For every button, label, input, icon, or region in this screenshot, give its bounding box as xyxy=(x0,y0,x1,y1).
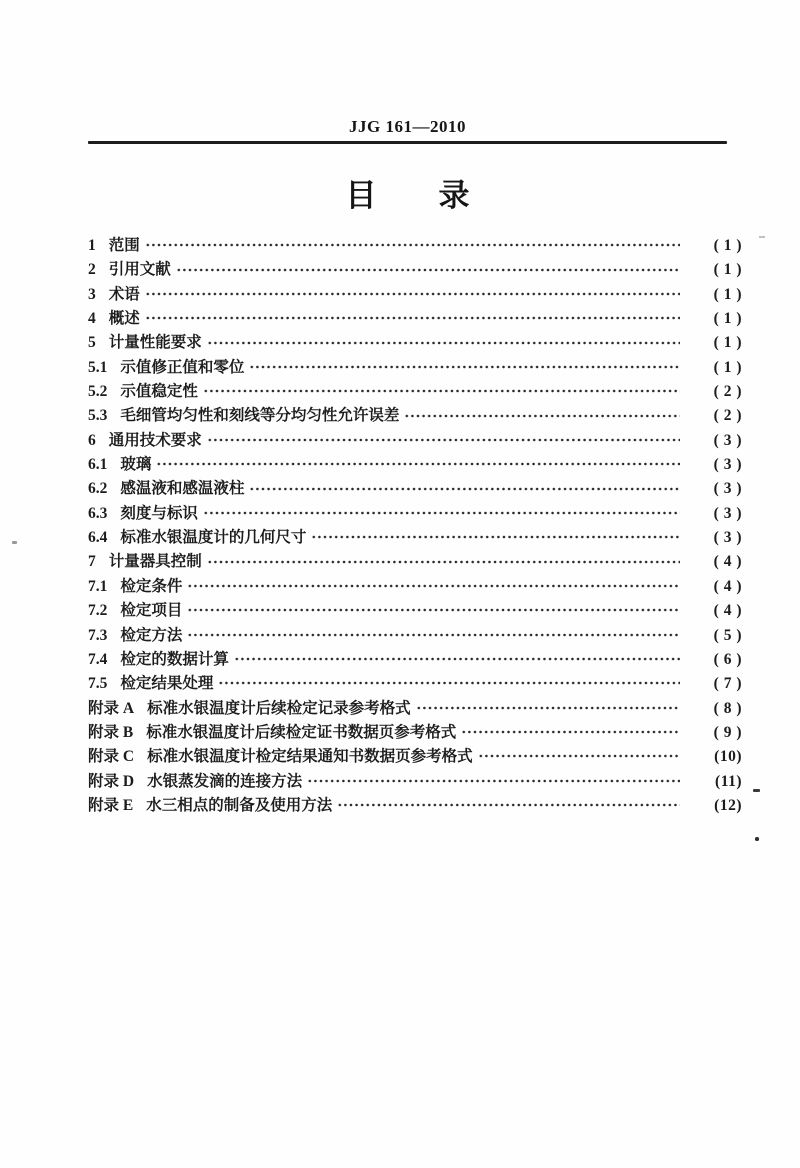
toc-entry-page: ( 1 ) xyxy=(713,237,742,254)
toc-entry-page: ( 2 ) xyxy=(713,383,742,401)
toc-entry-number: 1 xyxy=(88,237,96,254)
toc-entry-page: ( 4 ) xyxy=(713,577,742,595)
toc-entry xyxy=(88,257,742,281)
toc-entry-title: 术语 xyxy=(108,285,140,303)
toc-entry-page: ( 3 ) xyxy=(713,504,742,522)
toc-entry-number: 附录 B xyxy=(88,723,134,741)
toc-entry-title: 检定结果处理 xyxy=(120,675,214,693)
dot-leader xyxy=(187,603,680,617)
toc-entry-title: 标准水银温度计的几何尺寸 xyxy=(120,529,307,547)
dot-leader xyxy=(187,579,680,593)
dot-leader xyxy=(145,238,680,252)
toc-entry xyxy=(88,574,742,598)
toc-entry xyxy=(88,598,742,622)
toc-entry-number: 6.1 xyxy=(88,456,108,474)
dot-leader xyxy=(404,409,680,423)
dot-leader xyxy=(145,287,680,301)
scan-artifact xyxy=(12,541,17,544)
toc-entry-page: ( 4 ) xyxy=(713,602,742,620)
toc-entry xyxy=(88,306,742,330)
dot-leader xyxy=(207,555,680,569)
toc-entry-title: 水银蒸发滴的连接方法 xyxy=(147,772,303,790)
toc-entry-number: 7.3 xyxy=(88,626,108,644)
toc-entry-page: ( 2 ) xyxy=(713,407,742,425)
toc-entry-title: 玻璃 xyxy=(120,456,152,474)
toc-entry-number: 4 xyxy=(88,310,96,328)
toc-entry-page: ( 6 ) xyxy=(713,650,742,668)
toc-entry-page: ( 3 ) xyxy=(713,480,742,498)
toc-entry-number: 6.4 xyxy=(88,529,108,547)
toc-entry-number: 7.2 xyxy=(88,602,108,620)
toc-entry-number: 7.5 xyxy=(88,675,108,693)
toc-entry-page: ( 4 ) xyxy=(713,553,742,571)
dot-leader xyxy=(416,701,680,715)
toc-entry-page: (12) xyxy=(714,796,742,814)
toc-entry xyxy=(88,501,742,525)
toc-entry-title: 检定条件 xyxy=(120,577,183,595)
dot-leader xyxy=(249,482,680,496)
toc-entry-page: ( 1 ) xyxy=(713,261,742,279)
toc-entry-title: 检定的数据计算 xyxy=(120,650,229,668)
toc-entry-title: 概述 xyxy=(108,310,140,328)
toc-entry xyxy=(88,452,742,476)
dot-leader xyxy=(337,798,680,812)
header-rule xyxy=(88,141,727,144)
toc-entry-number: 5 xyxy=(88,334,96,352)
toc-entry-number: 7 xyxy=(88,553,96,571)
toc-entry xyxy=(88,379,742,403)
toc-entry-number: 5.1 xyxy=(88,358,108,376)
toc-entry-number: 3 xyxy=(88,285,96,303)
toc-entry xyxy=(88,647,742,671)
toc-entry-page: (10) xyxy=(714,748,742,766)
dot-leader xyxy=(218,676,680,690)
dot-leader xyxy=(249,360,680,374)
toc-entry-title: 标准水银温度计后续检定证书数据页参考格式 xyxy=(146,723,457,741)
toc-entry-title: 水三相点的制备及使用方法 xyxy=(146,796,333,814)
toc-entry xyxy=(88,282,742,306)
toc-entry-title: 范围 xyxy=(108,237,140,254)
toc-entry xyxy=(88,355,742,379)
toc-entry-number: 5.3 xyxy=(88,407,108,425)
dot-leader xyxy=(203,506,680,520)
toc-entry-page: ( 3 ) xyxy=(713,431,742,449)
dot-leader xyxy=(156,457,680,471)
toc-entry xyxy=(88,233,742,257)
toc-entry-page: ( 7 ) xyxy=(713,675,742,693)
toc-entry xyxy=(88,744,742,768)
toc-entry xyxy=(88,696,742,720)
toc-entry-title: 检定方法 xyxy=(120,626,183,644)
dot-leader xyxy=(307,774,680,788)
toc-entry-title: 刻度与标识 xyxy=(120,504,198,522)
toc-entry-number: 2 xyxy=(88,261,96,279)
toc-entry-number: 附录 D xyxy=(88,772,135,790)
toc-list xyxy=(88,233,742,817)
page-title: 目 录 xyxy=(345,178,470,213)
toc-entry-page: ( 1 ) xyxy=(713,310,742,328)
toc-entry-page: ( 3 ) xyxy=(713,456,742,474)
toc-entry xyxy=(88,793,742,817)
toc-entry-title: 计量器具控制 xyxy=(108,553,202,571)
scan-artifact xyxy=(759,236,765,238)
toc-entry-page: ( 3 ) xyxy=(713,529,742,547)
dot-leader xyxy=(461,725,680,739)
toc-entry-number: 6.3 xyxy=(88,504,108,522)
dot-leader xyxy=(187,628,680,642)
toc-entry xyxy=(88,720,742,744)
toc-entry xyxy=(88,428,742,452)
toc-entry-number: 附录 E xyxy=(88,796,134,814)
toc-entry-title: 通用技术要求 xyxy=(108,431,202,449)
dot-leader xyxy=(176,263,680,277)
toc-entry-page: ( 1 ) xyxy=(713,285,742,303)
toc-entry-number: 6.2 xyxy=(88,480,108,498)
toc-entry-title: 毛细管均匀性和刻线等分均匀性允许误差 xyxy=(120,407,400,425)
standard-number: JJG 161—2010 xyxy=(349,117,466,136)
toc-entry-number: 7.4 xyxy=(88,650,108,668)
toc-entry xyxy=(88,525,742,549)
toc-entry xyxy=(88,623,742,647)
dot-leader xyxy=(311,530,680,544)
toc-entry-page: ( 5 ) xyxy=(713,626,742,644)
toc-entry-title: 标准水银温度计后续检定记录参考格式 xyxy=(147,699,411,717)
toc-entry-title: 标准水银温度计检定结果通知书数据页参考格式 xyxy=(147,748,473,766)
toc-entry xyxy=(88,403,742,427)
toc-entry-title: 示值稳定性 xyxy=(120,383,198,401)
dot-leader xyxy=(203,384,680,398)
toc-entry xyxy=(88,671,742,695)
toc-entry-number: 5.2 xyxy=(88,383,108,401)
toc-entry-title: 引用文献 xyxy=(108,261,171,279)
dot-leader xyxy=(207,336,680,350)
toc-entry-number: 附录 A xyxy=(88,699,135,717)
toc-entry xyxy=(88,549,742,573)
toc-entry-page: ( 1 ) xyxy=(713,334,742,352)
toc-entry xyxy=(88,769,742,793)
dot-leader xyxy=(207,433,680,447)
toc-entry xyxy=(88,476,742,500)
toc-entry-number: 附录 C xyxy=(88,748,135,766)
toc-entry-number: 7.1 xyxy=(88,577,108,595)
scan-artifact xyxy=(755,837,759,841)
dot-leader xyxy=(145,311,680,325)
toc-entry-page: ( 9 ) xyxy=(713,723,742,741)
toc-entry-title: 检定项目 xyxy=(120,602,183,620)
toc-entry-title: 感温液和感温液柱 xyxy=(120,480,245,498)
toc-entry-page: (11) xyxy=(715,772,742,790)
dot-leader xyxy=(234,652,680,666)
toc-entry-page: ( 8 ) xyxy=(713,699,742,717)
scan-artifact xyxy=(753,789,760,792)
toc-entry-page: ( 1 ) xyxy=(713,358,742,376)
toc-entry-title: 示值修正值和零位 xyxy=(120,358,245,376)
toc-entry-title: 计量性能要求 xyxy=(108,334,202,352)
dot-leader xyxy=(478,749,680,763)
toc-entry xyxy=(88,330,742,354)
toc-entry-number: 6 xyxy=(88,431,96,449)
